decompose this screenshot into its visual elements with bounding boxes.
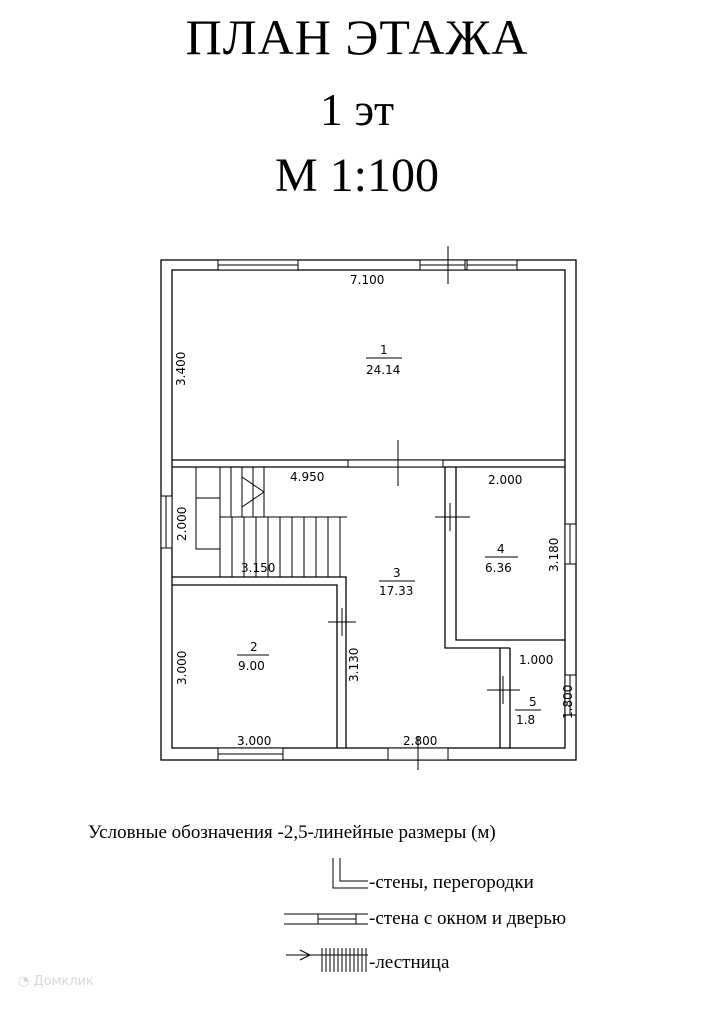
dim-room1-height: 3.400	[174, 351, 188, 386]
room2-area: 9.00	[238, 659, 265, 673]
room4-number: 4	[497, 542, 505, 556]
room5-area: 1.8	[516, 713, 536, 727]
legend-window-door: -стена с окном и дверью	[369, 908, 567, 929]
dim-stair-height: 2.000	[175, 506, 189, 541]
legend-wall-symbol-outer	[333, 858, 368, 888]
dim-room5-height: 1.800	[561, 684, 575, 719]
watermark	[18, 974, 94, 989]
floor-label: 1 эт	[319, 84, 395, 135]
stair-left-flight	[196, 467, 220, 549]
watermark-text: Домклик	[33, 974, 94, 989]
outer-wall-outline	[161, 260, 576, 760]
legend-heading: Условные обозначения -2,5-линейные размеры (м)	[88, 822, 496, 843]
room1-area: 24.14	[366, 363, 401, 377]
page-title: ПЛАН ЭТАЖА	[185, 9, 529, 65]
watermark-logo-icon: ◔	[18, 974, 30, 989]
dim-room4-height: 3.180	[547, 537, 561, 572]
dim-room3-width: 2.800	[403, 734, 438, 748]
dim-hall-width: 4.950	[290, 470, 325, 484]
scale-label: М 1:100	[274, 149, 439, 202]
room4-area: 6.36	[485, 561, 512, 575]
legend-walls: -стены, перегородки	[369, 872, 534, 893]
legend-wall-symbol-inner	[340, 858, 368, 881]
dim-stair-width: 3.150	[241, 561, 276, 575]
dim-room1-width: 7.100	[350, 273, 385, 287]
room3-number: 3	[393, 566, 401, 580]
dim-room2-height: 3.000	[175, 650, 189, 685]
dim-room2-width: 3.000	[237, 734, 272, 748]
room3-area: 17.33	[379, 584, 414, 598]
legend-symbols	[284, 858, 368, 972]
dim-room5-width: 1.000	[519, 653, 554, 667]
door-room1	[348, 460, 443, 467]
room1-number: 1	[380, 343, 388, 357]
openings	[161, 260, 576, 760]
dim-room4-width: 2.000	[488, 473, 523, 487]
room2-number: 2	[250, 640, 258, 654]
walls	[161, 260, 576, 760]
room5-number: 5	[529, 695, 537, 709]
legend-stairs: -лестница	[369, 952, 450, 973]
door-ticks	[328, 246, 523, 770]
dim-room3-height: 3.130	[347, 647, 361, 682]
